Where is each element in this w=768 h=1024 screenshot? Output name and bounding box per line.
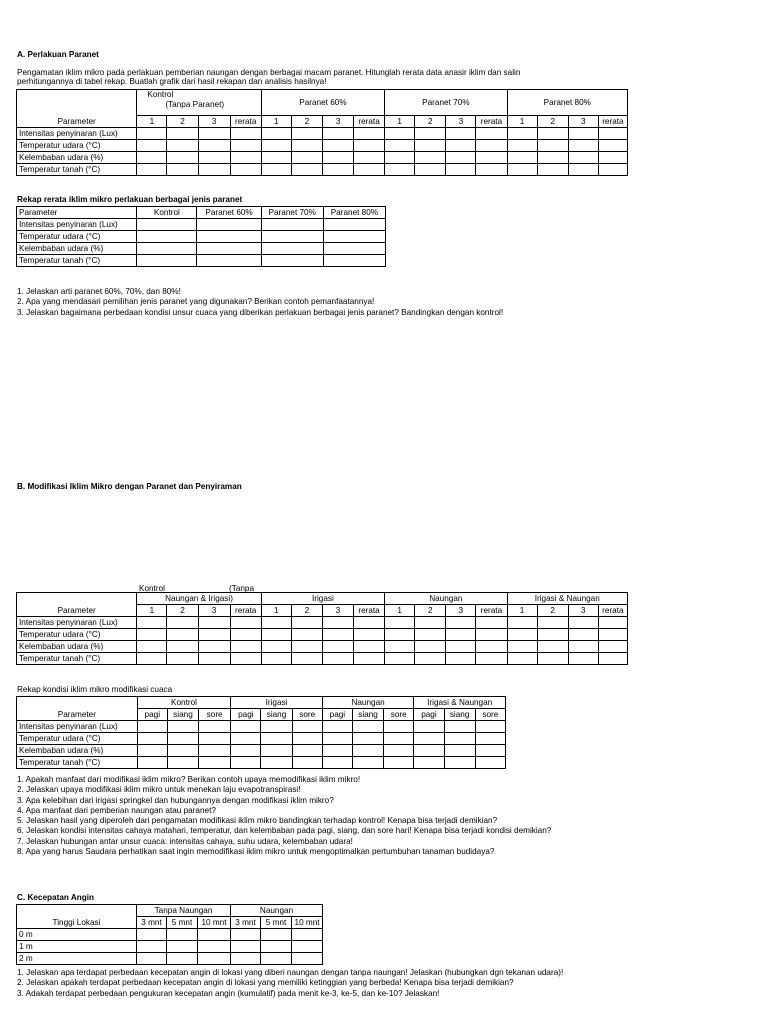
rekap-header: Paranet 70% <box>261 207 323 219</box>
table-a-paranet <box>16 89 628 176</box>
subcol: pagi <box>322 709 352 721</box>
question: 3. Adakah terdapat perbedaan pengukuran kecepatan angin (kumulatif) pada menit ke-3, ke-5, dan ke-10? Jelaskan! <box>17 988 440 998</box>
question: 6. Jelaskan kondisi intensitas cahaya matahari, temperatur, dan kelembaban pada pagi, siang, dan sore hari! Kenapa bisa terjadi kondisi demikian? <box>17 826 552 836</box>
table-row <box>17 231 386 243</box>
table-a-header-group-1: Paranet 60% <box>261 90 384 116</box>
table-b-rekap-header-parameter: Parameter <box>17 697 138 721</box>
question: 3. Apa kelebihan dari irigasi springkel dan hubungannya dengan modifikasi iklim mikro? <box>17 795 334 805</box>
subcol: rerata <box>353 605 384 617</box>
subcol: rerata <box>598 605 627 617</box>
table-a-header-group-3: Paranet 80% <box>507 90 627 116</box>
intro-line-2: perhitungannya di tabel rekap. Buatlah grafik dari hasil rekapan dan analisis hasilnya! <box>17 77 327 87</box>
subcol: rerata <box>354 116 385 128</box>
subcol: 3 mnt <box>137 917 167 929</box>
question: 1. Jelaskan apa terdapat perbedaan kecepatan angin di lokasi yang diberi naungan dengan tanpa naungan! Jelaskan (hubungkan dgn tekanan udara)! <box>17 968 564 977</box>
table-b-header-group-1: Irigasi <box>261 593 384 605</box>
table-b-header-group-3: Irigasi & Naungan <box>507 593 628 605</box>
table-c-group-0: Tanpa Naungan <box>137 905 231 917</box>
rekap-b-group-0: Kontrol <box>137 697 231 709</box>
subcol: pagi <box>414 709 444 721</box>
question: 1. Jelaskan arti paranet 60%, 70%, dan 80%! <box>17 287 181 296</box>
subcol: 3 <box>322 605 353 617</box>
subcol: 2 <box>291 605 322 617</box>
subcol: 2 <box>537 116 568 128</box>
rekap-header: Kontrol <box>137 207 197 219</box>
question: 8. Apa yang harus Saudara perhatikan saat ingin memodifikasi iklim mikro untuk mengoptimalkan pertumbuhan tanaman budidaya? <box>17 846 495 856</box>
rekap-b-group-1: Irigasi <box>231 697 323 709</box>
subcol: 2 <box>415 116 446 128</box>
rekap-header: Paranet 60% <box>197 207 261 219</box>
intro-line-1: Pengamatan iklim mikro pada perlakuan pemberian naungan dengan berbagai macam paranet. Hitunglah rerata data anasir iklim dan salin <box>17 68 521 77</box>
table-row <box>17 629 628 641</box>
subcol: 5 mnt <box>261 917 292 929</box>
subcol: 2 <box>167 605 198 617</box>
subcol: siang <box>167 709 198 721</box>
table-row <box>17 745 506 757</box>
subcol: sore <box>292 709 322 721</box>
question: 4. Apa manfaat dari pemberian naungan atau paranet? <box>17 805 216 815</box>
subcol: rerata <box>230 116 261 128</box>
question: 2. Apa yang mendasari pemilihan jenis paranet yang digunakan? Berikan contoh pemanfaatannya! <box>17 297 375 307</box>
row-label: Temperatur tanah (°C) <box>17 164 137 176</box>
subcol: rerata <box>230 605 261 617</box>
subcol: 10 mnt <box>198 917 231 929</box>
table-row <box>17 152 628 164</box>
row-label: 0 m <box>17 929 137 941</box>
subcol: 2 <box>537 605 568 617</box>
row-label: Temperatur udara (°C) <box>17 733 138 745</box>
subcol: 1 <box>137 116 167 128</box>
table-a-header-group-2: Paranet 70% <box>385 90 507 116</box>
table-c-group-1: Naungan <box>231 905 323 917</box>
row-label: Intensitas penyinaran (Lux) <box>17 721 138 733</box>
subcol: 3 <box>198 116 230 128</box>
table-row <box>17 164 628 176</box>
subcol: pagi <box>137 709 167 721</box>
table-row <box>17 953 323 965</box>
table-row <box>17 617 628 629</box>
row-label: Kelembaban udara (%) <box>17 641 137 653</box>
section-a-questions <box>17 287 503 318</box>
question: 5. Jelaskan hasil yang diperoleh dari pengamatan modifikasi iklim mikro bandingkan terhadap kontrol! Kenapa bisa terjadi demikian? <box>17 816 498 825</box>
subcol: 10 mnt <box>292 917 323 929</box>
row-label: Kelembaban udara (%) <box>17 745 138 757</box>
table-a-rekap <box>16 206 386 267</box>
question: 3. Jelaskan bagaimana perbedaan kondisi unsur cuaca yang diberikan perlakuan berbagai jenis paranet? Bandingkan dengan kontrol! <box>17 307 504 317</box>
subcol: 3 <box>446 605 476 617</box>
subcol: 3 <box>568 605 598 617</box>
rekap-header: Parameter <box>17 207 137 219</box>
table-b-header-group-0: Naungan & Irigasi) <box>137 593 261 605</box>
row-label: Temperatur udara (°C) <box>17 629 137 641</box>
subcol: 5 mnt <box>167 917 198 929</box>
row-label: Intensitas penyinaran (Lux) <box>17 219 137 231</box>
table-row <box>17 128 628 140</box>
table-c-header-location: Tinggi Lokasi <box>17 905 137 929</box>
subcol: 1 <box>507 116 537 128</box>
subcol: 3 mnt <box>231 917 261 929</box>
section-a-title: A. Perlakuan Paranet <box>17 50 99 59</box>
table-c-kecepatan-angin <box>16 904 323 965</box>
row-label: 2 m <box>17 953 137 965</box>
row-label: Intensitas penyinaran (Lux) <box>17 128 137 140</box>
question: 7. Jelaskan hubungan antar unsur cuaca: intensitas cahaya, suhu udara, kelembaban udara! <box>17 836 353 846</box>
subcol: 1 <box>137 605 167 617</box>
table-b-header-parameter: Parameter <box>17 593 137 617</box>
subcol: 1 <box>385 605 415 617</box>
row-label: Kelembaban udara (%) <box>17 243 137 255</box>
row-label: Temperatur tanah (°C) <box>17 757 138 769</box>
subcol: sore <box>384 709 414 721</box>
table-b-rekap <box>16 696 506 769</box>
row-label: Intensitas penyinaran (Lux) <box>17 617 137 629</box>
table-b-modifikasi <box>16 592 628 665</box>
section-a-intro <box>17 68 617 88</box>
subcol: 1 <box>507 605 537 617</box>
subcol: 1 <box>261 116 291 128</box>
table-b-above-label-a: Kontrol <box>139 584 165 593</box>
table-row <box>17 255 386 267</box>
subcol: 3 <box>198 605 230 617</box>
subcol: 1 <box>385 116 415 128</box>
subcol: 3 <box>446 116 476 128</box>
table-row <box>17 140 628 152</box>
row-label: Temperatur tanah (°C) <box>17 653 137 665</box>
section-b-title: B. Modifikasi Iklim Mikro dengan Paranet dan Penyiraman <box>17 482 242 491</box>
row-label: 1 m <box>17 941 137 953</box>
subcol: 2 <box>415 605 446 617</box>
table-a-header-kontrol: Kontrol (Tanpa Paranet) <box>137 90 261 116</box>
question: 1. Apakah manfaat dari modifikasi iklim mikro? Berikan contoh upaya memodifikasi iklim mikro! <box>17 775 361 784</box>
table-row <box>17 243 386 255</box>
row-label: Temperatur udara (°C) <box>17 140 137 152</box>
section-c-questions <box>17 968 563 999</box>
table-row <box>17 219 386 231</box>
subcol: siang <box>261 709 292 721</box>
rekap-b-group-3: Irigasi & Naungan <box>414 697 506 709</box>
subcol: 3 <box>568 116 598 128</box>
table-a-header-parameter: Parameter <box>17 90 137 128</box>
rekap-a-title: Rekap rerata iklim mikro perlakuan berbagai jenis paranet <box>17 195 243 204</box>
table-row <box>17 733 506 745</box>
subcol: 3 <box>322 116 353 128</box>
table-row <box>17 641 628 653</box>
table-row <box>17 757 506 769</box>
question: 2. Jelaskan upaya modifikasi iklim mikro untuk menekan laju evapotranspirasi! <box>17 785 301 795</box>
subcol: 2 <box>167 116 198 128</box>
subcol: rerata <box>598 116 627 128</box>
row-label: Kelembaban udara (%) <box>17 152 137 164</box>
table-row <box>17 929 323 941</box>
subcol: rerata <box>476 605 507 617</box>
table-row <box>17 721 506 733</box>
subcol: sore <box>475 709 505 721</box>
subcol: 1 <box>261 605 291 617</box>
table-row <box>17 653 628 665</box>
rekap-header: Paranet 80% <box>323 207 385 219</box>
question: 2. Jelaskan apakah terdapat perbedaan kecepatan angin di lokasi yang memiliki ketinggian yang berbeda! Kenapa bisa terjadi demikian? <box>17 978 514 988</box>
subcol: pagi <box>231 709 261 721</box>
row-label: Temperatur tanah (°C) <box>17 255 137 267</box>
section-b-questions <box>17 775 551 857</box>
rekap-b-group-2: Naungan <box>322 697 414 709</box>
rekap-b-title: Rekap kondisi iklim mikro modifikasi cuaca <box>17 685 173 694</box>
subcol: siang <box>444 709 475 721</box>
row-label: Temperatur udara (°C) <box>17 231 137 243</box>
section-c-title: C. Kecepatan Angin <box>17 893 95 902</box>
table-b-header-group-2: Naungan <box>385 593 507 605</box>
table-b-above-label-b: (Tanpa <box>229 584 255 593</box>
subcol: rerata <box>476 116 507 128</box>
subcol: siang <box>352 709 383 721</box>
table-row <box>17 941 323 953</box>
subcol: 2 <box>291 116 322 128</box>
subcol: sore <box>199 709 231 721</box>
